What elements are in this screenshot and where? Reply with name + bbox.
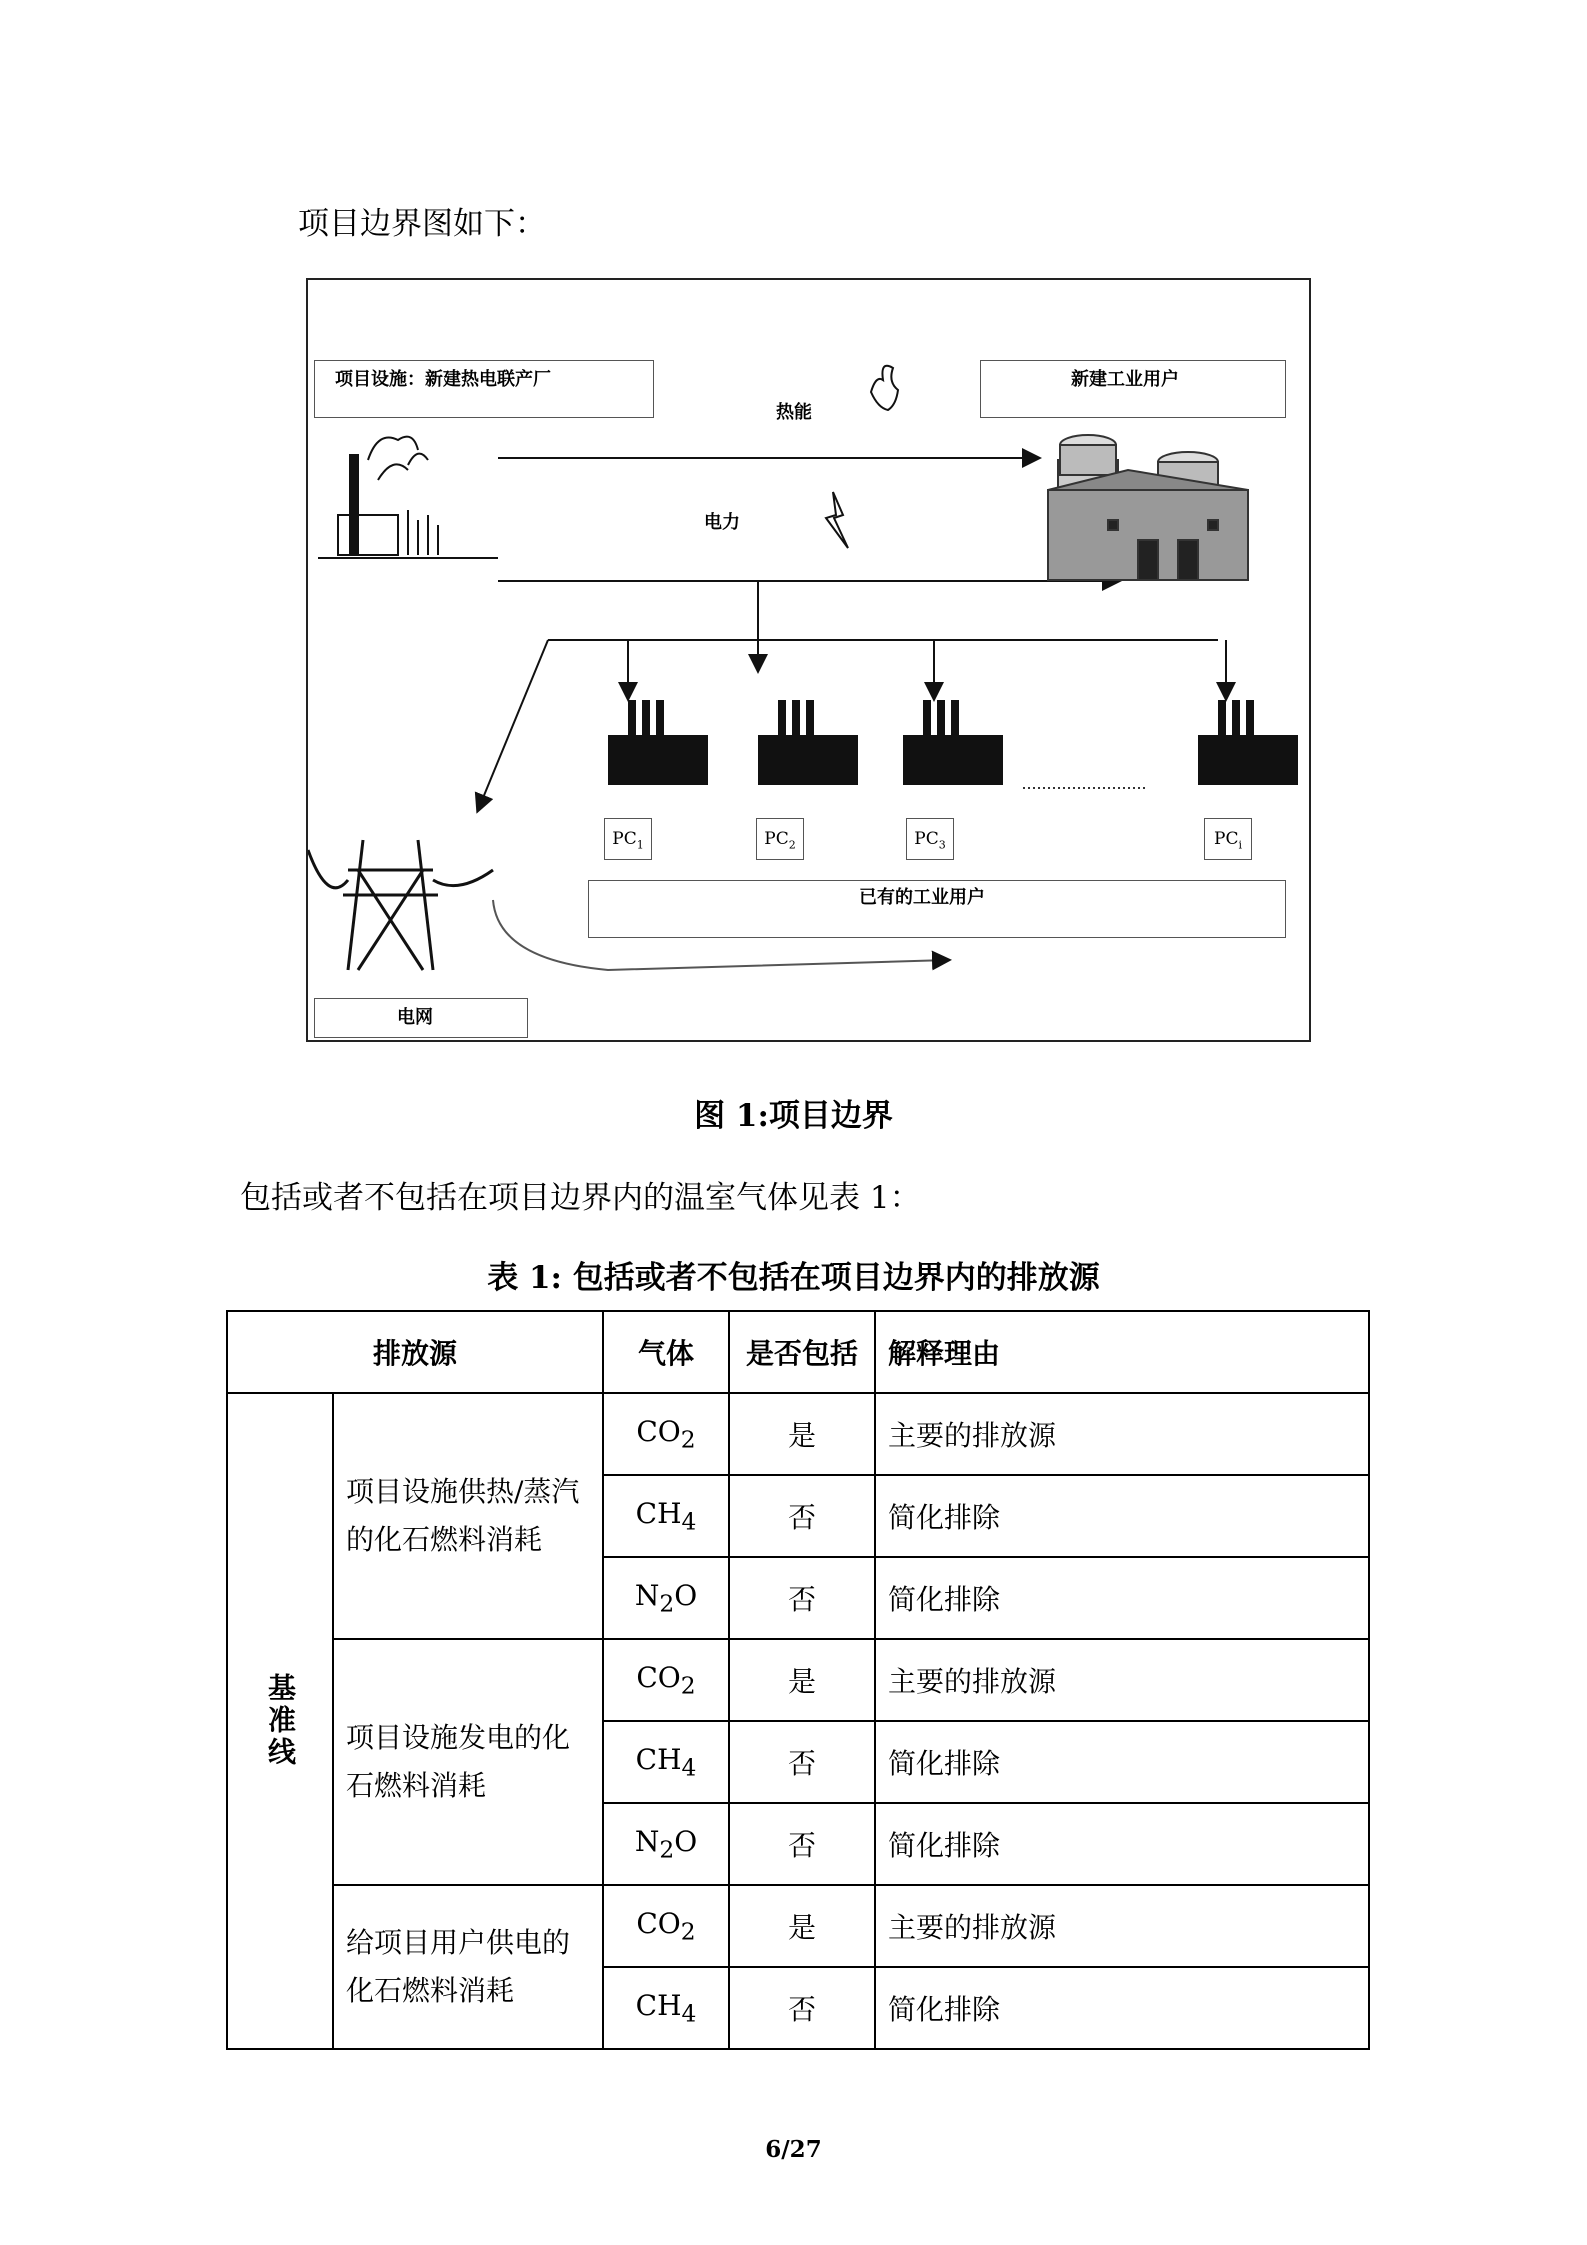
grid-label: 电网 <box>397 1007 433 1028</box>
reason-cell: 简化排除 <box>875 1803 1369 1885</box>
group-desc: 项目设施发电的化石燃料消耗 <box>333 1639 603 1885</box>
header-gas: 气体 <box>603 1311 729 1393</box>
included-cell: 否 <box>729 1475 875 1557</box>
included-cell: 是 <box>729 1885 875 1967</box>
gas-cell: $CO_2$ <box>603 1885 729 1967</box>
facility-box <box>314 360 654 418</box>
pc-box-i: $PC_i$ <box>1204 818 1252 860</box>
reason-cell: 简化排除 <box>875 1967 1369 2049</box>
reason-cell: 主要的排放源 <box>875 1393 1369 1475</box>
existing-factory-icon <box>608 700 1298 785</box>
paragraph: 包括或者不包括在项目边界内的温室气体见表 1： <box>240 1180 921 1216</box>
facility-label: 项目设施：新建热电联产厂 <box>335 369 551 390</box>
reason-cell: 主要的排放源 <box>875 1885 1369 1967</box>
table-row <box>227 1639 1369 1721</box>
gas-cell: $CO_2$ <box>603 1393 729 1475</box>
reason-cell: 简化排除 <box>875 1721 1369 1803</box>
grid-box <box>314 998 528 1038</box>
group-desc: 项目设施供热/蒸汽的化石燃料消耗 <box>333 1393 603 1639</box>
table-row <box>227 1393 1369 1475</box>
lightning-icon <box>826 492 848 548</box>
included-cell: 否 <box>729 1721 875 1803</box>
reason-cell: 简化排除 <box>875 1557 1369 1639</box>
existing-users-label: 已有的工业用户 <box>859 887 985 908</box>
page-number: 6/27 <box>765 2136 822 2163</box>
included-cell: 否 <box>729 1803 875 1885</box>
baseline-label: 基准线 <box>227 1393 333 2049</box>
power-plant-icon <box>318 437 498 558</box>
reason-cell: 简化排除 <box>875 1475 1369 1557</box>
power-label: 电力 <box>704 512 740 533</box>
gas-cell: $CO_2$ <box>603 1639 729 1721</box>
gas-cell: $N_2O$ <box>603 1803 729 1885</box>
figure-caption: 图 1:项目边界 <box>694 1098 893 1134</box>
pc-box-3: $PC_3$ <box>906 818 954 860</box>
gas-cell: $CH_4$ <box>603 1475 729 1557</box>
reason-cell: 主要的排放源 <box>875 1639 1369 1721</box>
header-included: 是否包括 <box>729 1311 875 1393</box>
included-cell: 否 <box>729 1967 875 2049</box>
new-user-box <box>980 360 1286 418</box>
heat-label: 热能 <box>776 402 812 423</box>
gas-cell: $CH_4$ <box>603 1967 729 2049</box>
new-factory-icon <box>1048 435 1248 580</box>
included-cell: 否 <box>729 1557 875 1639</box>
emission-sources-table <box>226 1310 1370 2050</box>
existing-users-box <box>588 880 1286 938</box>
header-source: 排放源 <box>227 1311 603 1393</box>
gas-cell: $CH_4$ <box>603 1721 729 1803</box>
pc-box-1: $PC_1$ <box>604 818 652 860</box>
table-row <box>227 1885 1369 1967</box>
flame-icon <box>871 366 898 410</box>
new-user-label: 新建工业用户 <box>1071 369 1179 390</box>
intro-text: 项目边界图如下： <box>298 206 546 242</box>
gas-cell: $N_2O$ <box>603 1557 729 1639</box>
table-caption: 表 1: 包括或者不包括在项目边界内的排放源 <box>487 1260 1100 1296</box>
included-cell: 是 <box>729 1393 875 1475</box>
project-boundary-figure <box>306 278 1311 1042</box>
table-header-row <box>227 1311 1369 1393</box>
included-cell: 是 <box>729 1639 875 1721</box>
header-reason: 解释理由 <box>875 1311 1369 1393</box>
group-desc: 给项目用户供电的化石燃料消耗 <box>333 1885 603 2049</box>
pc-box-2: $PC_2$ <box>756 818 804 860</box>
grid-tower-icon <box>308 840 493 970</box>
